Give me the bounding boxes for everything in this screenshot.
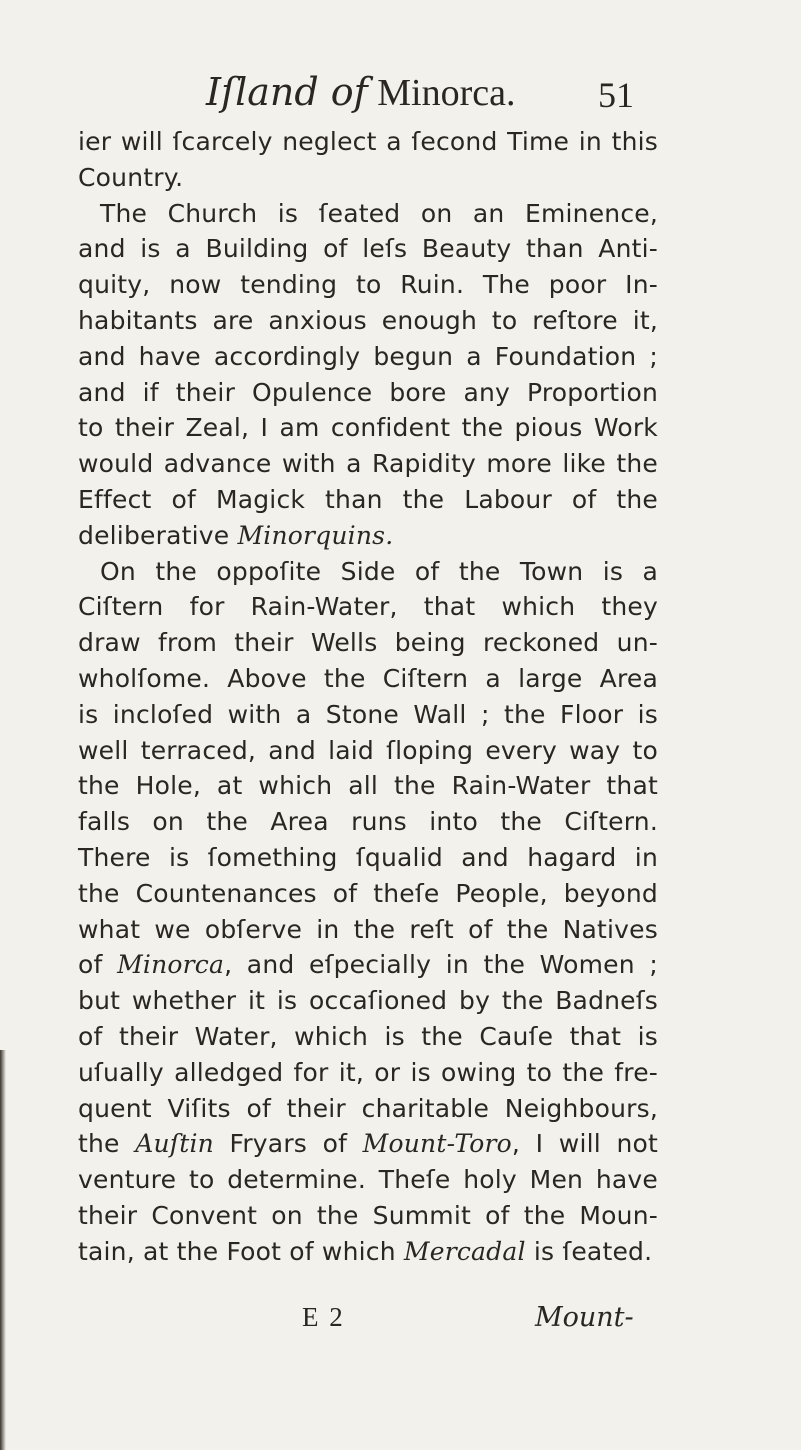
text-line [78,840,658,876]
text-segment: but whether it is occaſioned by the Badneſs [78,986,658,1016]
text-segment: well terraced, and laid ſloping every way to [78,735,658,765]
text-line [78,518,658,554]
body-text [78,124,658,1270]
running-head-roman: Minorca. [367,72,516,114]
text-segment: of [78,950,118,980]
text-segment: to their Zeal, I am confident the pious Work [78,413,658,443]
text-line [78,661,658,697]
text-segment: what we obſerve in the reſt of the Natives [78,914,658,944]
text-segment: venture to determine. Theſe holy Men have [78,1165,658,1195]
text-line [78,1055,658,1091]
italic-text: Minorquins. [237,520,394,550]
text-segment: wholſome. Above the Ciſtern a large Area [78,663,658,693]
text-segment: the Countenances of theſe People, beyond [78,878,658,908]
text-line [78,876,658,912]
text-line [78,1198,658,1234]
text-segment: There is ſomething ſqualid and hagard in [78,842,658,872]
text-line [78,625,658,661]
text-segment: of their Water, which is the Cauſe that is [78,1021,658,1051]
text-line [78,589,658,625]
text-line [78,339,658,375]
text-segment: and have accordingly begun a Foundation ; [78,341,658,371]
text-line [78,1126,658,1162]
text-segment: habitants are anxious enough to reſtore it, [78,305,658,335]
gutter-shadow [0,1050,6,1450]
text-line [78,983,658,1019]
italic-text: Mount-Toro [362,1129,512,1159]
text-line [78,124,658,160]
text-line [78,160,658,196]
text-segment: tain, at the Foot of which [78,1236,404,1266]
text-segment: quity, now tending to Ruin. The poor In- [78,270,658,300]
page-header [0,70,801,122]
text-line [78,1162,658,1198]
text-segment: falls on the Area runs into the Ciſtern. [78,807,658,837]
italic-text: Auſtin [135,1129,214,1159]
text-segment: Fryars of [213,1129,363,1159]
text-line [78,267,658,303]
text-line [78,733,658,769]
page-footer [0,1302,801,1342]
text-line [78,1091,658,1127]
running-head [206,70,515,115]
text-segment: their Convent on the Summit of the Moun- [78,1200,658,1230]
text-line [78,768,658,804]
text-segment: and if their Opulence bore any Proportion [78,377,658,407]
text-line [78,1234,658,1270]
text-segment: uſually alledged for it, or is owing to the fre- [78,1057,658,1087]
catchword: Mount- [535,1302,634,1333]
signature-mark: E 2 [302,1302,345,1332]
text-segment: the Hole, at which all the Rain-Water that [78,771,658,801]
text-segment: is ſeated. [525,1236,653,1266]
text-line [78,375,658,411]
text-segment: Ciſtern for Rain-Water, that which they [78,592,658,622]
running-head-italic: Iſland of [206,70,368,114]
text-segment: On the oppoſite Side of the Town is a [100,556,658,586]
page-number: 51 [598,75,634,115]
text-line [78,697,658,733]
text-segment: deliberative [78,520,238,550]
text-segment: draw from their Wells being reckoned un- [78,628,658,658]
text-segment: and is a Building of leſs Beauty than Anti- [78,234,658,264]
italic-text: Minorca [117,950,225,980]
text-line [78,410,658,446]
text-segment: quent Viſits of their charitable Neighbours, [78,1093,658,1123]
text-segment: ier will ſcarcely neglect a ſecond Time in this [78,127,658,156]
text-line [78,554,658,590]
text-line [78,482,658,518]
text-segment: is incloſed with a Stone Wall ; the Floor is [78,699,658,729]
text-line [78,446,658,482]
text-segment: Country. [78,162,184,192]
text-segment: the [78,1129,136,1159]
text-segment: , I will not [511,1129,658,1159]
text-line [78,804,658,840]
text-line [78,947,658,983]
text-segment: The Church is ſeated on an Eminence, [100,198,658,228]
text-line [78,196,658,232]
text-line [78,1019,658,1055]
text-segment: Effect of Magick than the Labour of the [78,484,658,514]
text-line [78,231,658,267]
text-line [78,912,658,948]
italic-text: Mercadal [403,1236,526,1266]
text-line [78,303,658,339]
text-segment: would advance with a Rapidity more like the [78,449,658,479]
text-segment: , and eſpecially in the Women ; [224,950,658,980]
